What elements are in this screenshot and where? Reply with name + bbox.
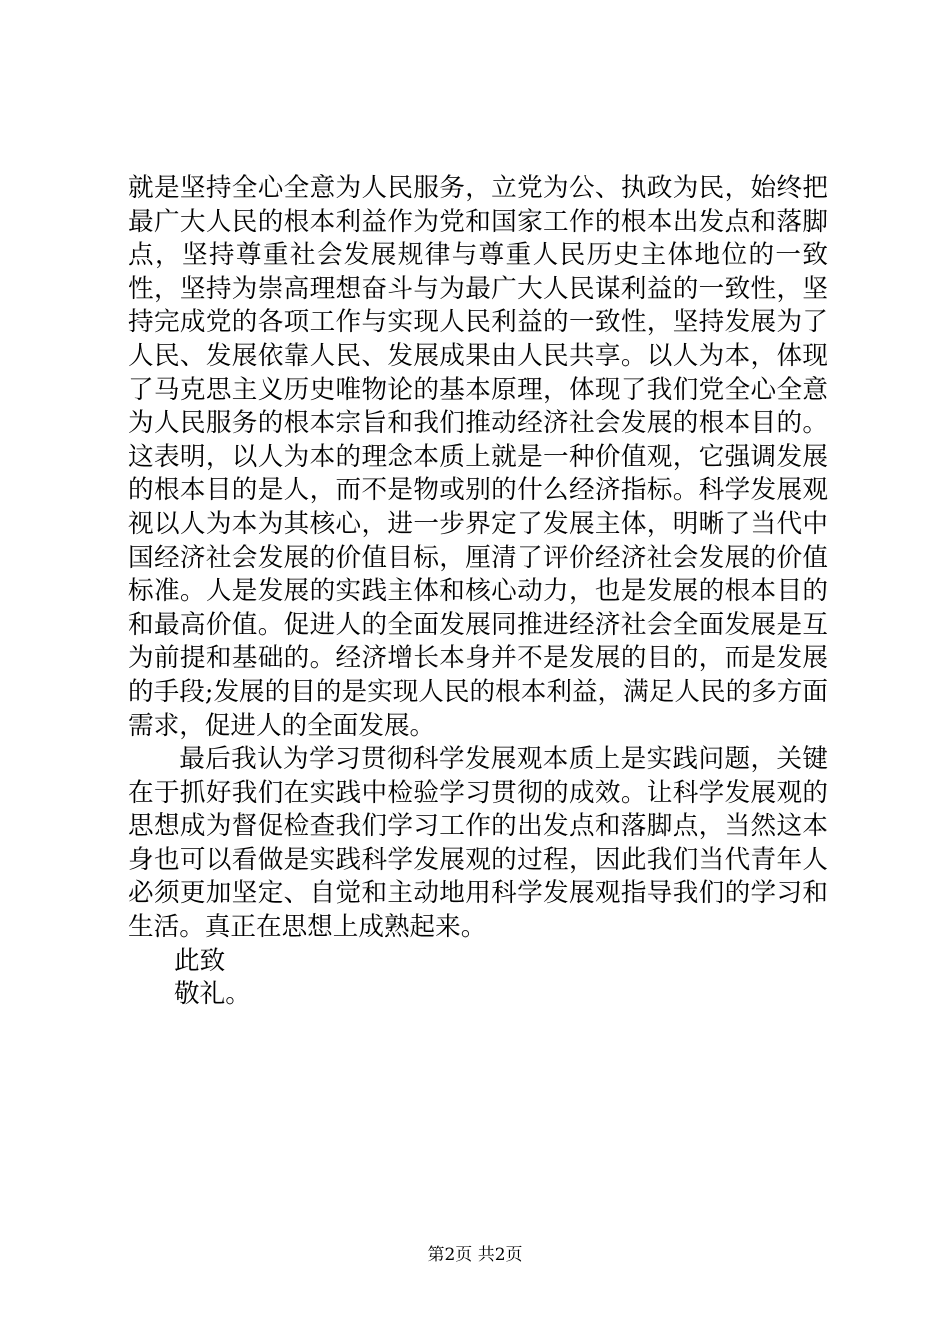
closing-salutation: 此致 (174, 945, 226, 976)
document-body (128, 172, 828, 1012)
closing-regards: 敬礼。 (174, 979, 251, 1010)
paragraph-continuation: 就是坚持全心全意为人民服务，立党为公、执政为民，始终把最广大人民的根本利益作为党和国家工作的根本出发点和落脚点，坚持尊重社会发展规律与尊重人民历史主体地位的一致性，坚持为崇高理想奋斗与为最广大人民谋利益的一致性，坚持完成党的各项工作与实现人民利益的一致性，坚持发展为了人民、发展依靠人民、发展成果由人民共享。以人为本，体现了马克思主义历史唯物论的基本原理，体现了我们党全心全意为人民服务的根本宗旨和我们推动经济社会发展的根本目的。这表明，以人为本的理念本质上就是一种价值观，它强调发展的根本目的是人，而不是物或别的什么经济指标。科学发展观视以人为本为其核心，进一步界定了发展主体，明晰了当代中国经济社会发展的价值目标，厘清了评价经济社会发展的价值标准。人是发展的实践主体和核心动力，也是发展的根本目的和最高价值。促进人的全面发展同推进经济社会全面发展是互为前提和基础的。经济增长本身并不是发展的目的，而是发展的手段;发展的目的是实现人民的根本利益，满足人民的多方面需求，促进人的全面发展。 (128, 173, 828, 741)
paragraph-conclusion: 最后我认为学习贯彻科学发展观本质上是实践问题，关键在于抓好我们在实践中检验学习贯彻的成效。让科学发展观的思想成为督促检查我们学习工作的出发点和落脚点，当然这本身也可以看做是实践科学发展观的过程，因此我们当代青年人必须更加坚定、自觉和主动地用科学发展观指导我们的学习和生活。真正在思想上成熟起来。 (128, 744, 828, 943)
page-footer: 第2页 共2页 (427, 1245, 523, 1265)
